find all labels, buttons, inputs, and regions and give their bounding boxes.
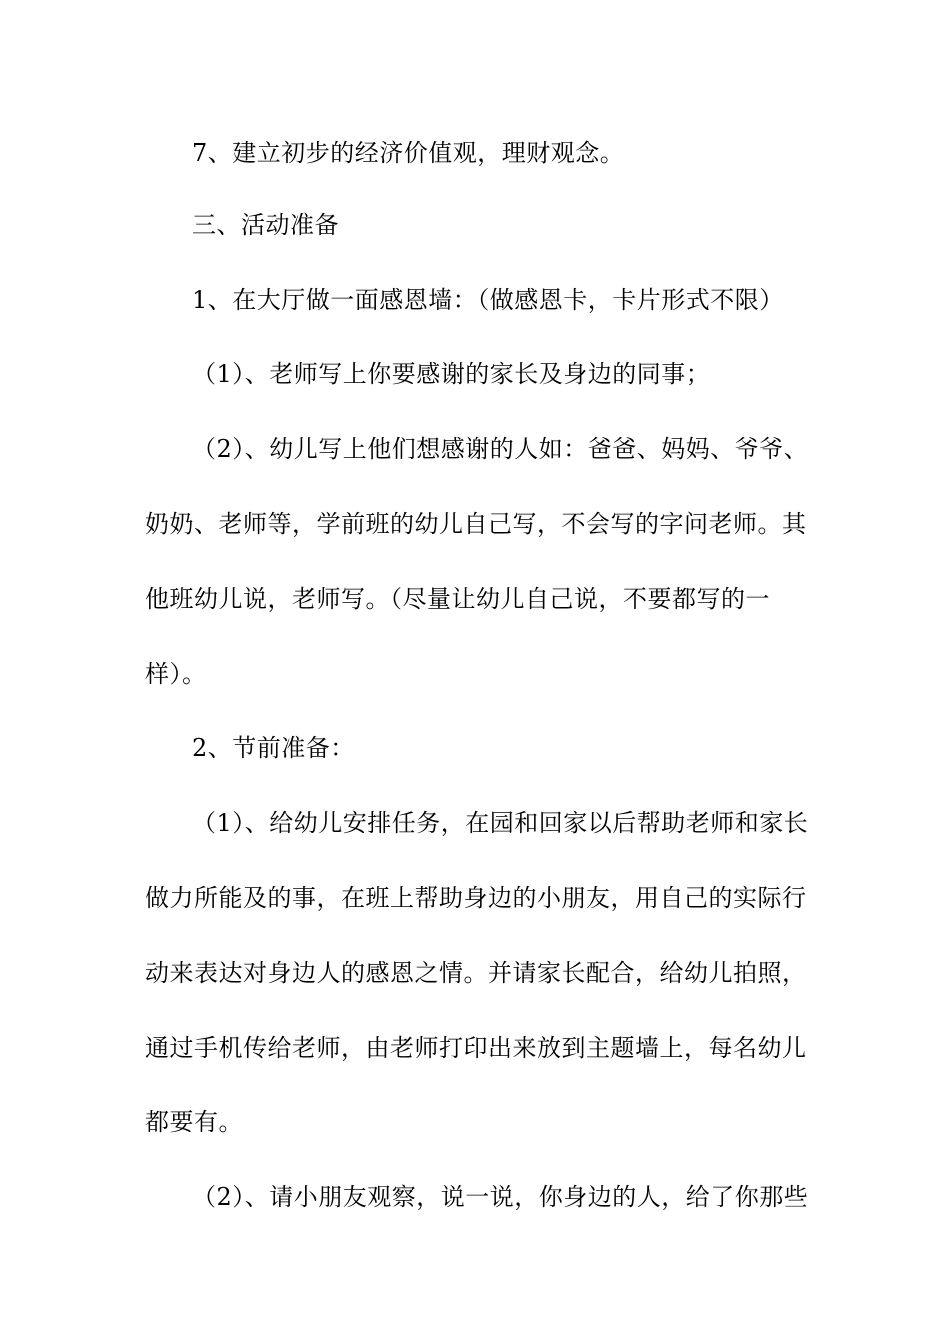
text-line: 做力所能及的事，在班上帮助身边的小朋友，用自己的实际行 — [145, 884, 807, 912]
text-line: 他班幼儿说，老师写。（尽量让幼儿自己说，不要都写的一 — [145, 585, 770, 613]
text-line: 7、建立初步的经济价值观，理财观念。 — [192, 139, 625, 167]
text-line: 2、节前准备： — [192, 734, 355, 762]
text-line: 样）。 — [145, 660, 207, 688]
text-line: （2）、幼儿写上他们想感谢的人如：爸爸、妈妈、爷爷、 — [192, 435, 809, 463]
text-line: （1）、老师写上你要感谢的家长及身边的同事； — [192, 360, 711, 388]
text-line: （1）、给幼儿安排任务，在园和回家以后帮助老师和家长 — [192, 809, 809, 837]
text-line: 动来表达对身边人的感恩之情。并请家长配合，给幼儿拍照， — [145, 959, 807, 987]
text-line: 1、在大厅做一面感恩墙：（做感恩卡，卡片形式不限） — [192, 286, 784, 314]
text-line: （2）、请小朋友观察，说一说，你身边的人，给了你那些 — [192, 1183, 809, 1211]
text-line: 都要有。 — [145, 1108, 243, 1136]
text-line: 通过手机传给老师，由老师打印出来放到主题墙上，每名幼儿 — [145, 1034, 807, 1062]
text-line: 奶奶、老师等，学前班的幼儿自己写，不会写的字问老师。其 — [145, 510, 807, 538]
section-heading: 三、活动准备 — [192, 211, 339, 239]
